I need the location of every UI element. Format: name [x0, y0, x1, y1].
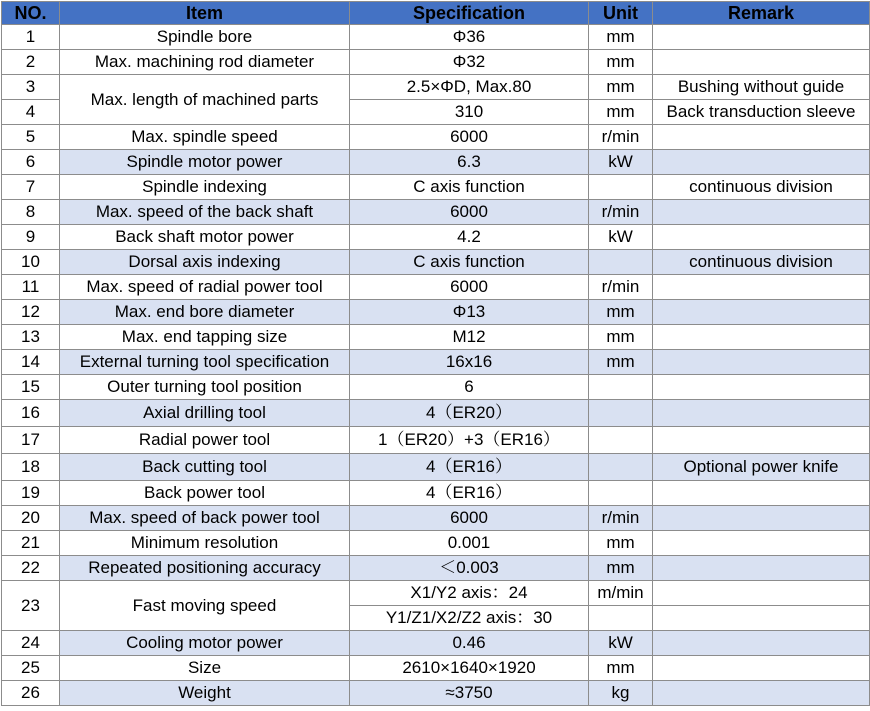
row-no: 19 [2, 481, 60, 506]
row-item: Max. speed of the back shaft [60, 200, 350, 225]
row-unit: r/min [589, 200, 653, 225]
table-row [2, 581, 870, 606]
row-item: Radial power tool [60, 427, 350, 454]
table-row [2, 225, 870, 250]
row-no: 26 [2, 681, 60, 706]
table-row [2, 275, 870, 300]
row-no: 7 [2, 175, 60, 200]
row-no: 14 [2, 350, 60, 375]
row-unit [589, 400, 653, 427]
row-spec: Φ36 [350, 25, 589, 50]
header-specification: Specification [350, 2, 589, 25]
table-row [2, 506, 870, 531]
row-unit: kg [589, 681, 653, 706]
header-no: NO. [2, 2, 60, 25]
row-no: 9 [2, 225, 60, 250]
row-unit: mm [589, 350, 653, 375]
row-item: Spindle bore [60, 25, 350, 50]
row-remark: continuous division [653, 250, 870, 275]
row-spec: 0.001 [350, 531, 589, 556]
row-no: 22 [2, 556, 60, 581]
row-spec: C axis function [350, 175, 589, 200]
row-unit: mm [589, 556, 653, 581]
row-remark [653, 125, 870, 150]
row-spec: ＜0.003 [350, 556, 589, 581]
table-row [2, 375, 870, 400]
row-spec: 6000 [350, 275, 589, 300]
row-item: Spindle indexing [60, 175, 350, 200]
table-row [2, 325, 870, 350]
row-no: 25 [2, 656, 60, 681]
row-remark [653, 325, 870, 350]
row-no: 16 [2, 400, 60, 427]
row-unit: r/min [589, 506, 653, 531]
row-spec: 6000 [350, 506, 589, 531]
row-spec: 2.5×ΦD, Max.80 [350, 75, 589, 100]
row-no: 2 [2, 50, 60, 75]
row-no: 10 [2, 250, 60, 275]
table-row [2, 427, 870, 454]
table-row [2, 556, 870, 581]
row-item: Max. spindle speed [60, 125, 350, 150]
table-row [2, 25, 870, 50]
row-no: 5 [2, 125, 60, 150]
row-spec: 4.2 [350, 225, 589, 250]
row-unit: mm [589, 25, 653, 50]
header-item: Item [60, 2, 350, 25]
row-spec: 4（ER16） [350, 454, 589, 481]
row-no: 21 [2, 531, 60, 556]
row-remark [653, 656, 870, 681]
row-spec: X1/Y2 axis：24 [350, 581, 589, 606]
row-spec: 1（ER20）+3（ER16） [350, 427, 589, 454]
row-unit [589, 250, 653, 275]
header-row [2, 2, 870, 25]
row-item: Axial drilling tool [60, 400, 350, 427]
table-row [2, 200, 870, 225]
row-remark [653, 556, 870, 581]
row-remark [653, 50, 870, 75]
row-item: Dorsal axis indexing [60, 250, 350, 275]
row-no: 15 [2, 375, 60, 400]
row-item: Back cutting tool [60, 454, 350, 481]
row-item: Repeated positioning accuracy [60, 556, 350, 581]
table-row [2, 531, 870, 556]
row-item: Minimum resolution [60, 531, 350, 556]
row-remark [653, 631, 870, 656]
table-row [2, 50, 870, 75]
row-remark [653, 506, 870, 531]
table-row [2, 631, 870, 656]
table-row [2, 300, 870, 325]
row-no: 17 [2, 427, 60, 454]
row-no: 1 [2, 25, 60, 50]
row-remark [653, 375, 870, 400]
row-no: 3 [2, 75, 60, 100]
row-item: Cooling motor power [60, 631, 350, 656]
row-unit: r/min [589, 125, 653, 150]
table-row [2, 681, 870, 706]
row-spec: 310 [350, 100, 589, 125]
row-item: Max. end bore diameter [60, 300, 350, 325]
row-remark [653, 400, 870, 427]
row-remark [653, 531, 870, 556]
row-unit: mm [589, 100, 653, 125]
table-row [2, 481, 870, 506]
row-remark [653, 681, 870, 706]
row-no: 24 [2, 631, 60, 656]
row-remark [653, 300, 870, 325]
table-row [2, 75, 870, 100]
row-unit [589, 375, 653, 400]
row-item: Spindle motor power [60, 150, 350, 175]
row-no: 18 [2, 454, 60, 481]
row-no: 13 [2, 325, 60, 350]
row-unit: mm [589, 325, 653, 350]
table-row [2, 250, 870, 275]
row-unit: mm [589, 75, 653, 100]
row-unit: mm [589, 531, 653, 556]
row-remark: Optional power knife [653, 454, 870, 481]
row-remark [653, 481, 870, 506]
spec-table [1, 1, 870, 706]
row-remark [653, 427, 870, 454]
row-unit: mm [589, 656, 653, 681]
row-remark: Bushing without guide [653, 75, 870, 100]
row-item: Outer turning tool position [60, 375, 350, 400]
row-spec: 16x16 [350, 350, 589, 375]
header-remark: Remark [653, 2, 870, 25]
row-unit [589, 175, 653, 200]
row-unit [589, 606, 653, 631]
row-spec: 4（ER16） [350, 481, 589, 506]
row-item: External turning tool specification [60, 350, 350, 375]
row-item: Weight [60, 681, 350, 706]
row-remark: Back transduction sleeve [653, 100, 870, 125]
row-unit: kW [589, 150, 653, 175]
row-spec: 6000 [350, 125, 589, 150]
row-spec: Φ32 [350, 50, 589, 75]
table-row [2, 454, 870, 481]
row-no: 11 [2, 275, 60, 300]
row-no: 20 [2, 506, 60, 531]
row-no: 12 [2, 300, 60, 325]
row-no: 8 [2, 200, 60, 225]
row-remark: continuous division [653, 175, 870, 200]
row-unit: m/min [589, 581, 653, 606]
row-spec: M12 [350, 325, 589, 350]
row-no: 4 [2, 100, 60, 125]
row-unit: mm [589, 50, 653, 75]
row-remark [653, 25, 870, 50]
row-unit [589, 454, 653, 481]
row-remark [653, 150, 870, 175]
table-row [2, 350, 870, 375]
row-unit: kW [589, 631, 653, 656]
row-spec: Φ13 [350, 300, 589, 325]
row-spec: 0.46 [350, 631, 589, 656]
row-item: Size [60, 656, 350, 681]
row-no: 6 [2, 150, 60, 175]
table-row [2, 125, 870, 150]
row-item: Back power tool [60, 481, 350, 506]
row-unit [589, 481, 653, 506]
row-item: Max. machining rod diameter [60, 50, 350, 75]
row-remark [653, 606, 870, 631]
row-item: Fast moving speed [60, 581, 350, 631]
header-unit: Unit [589, 2, 653, 25]
row-item: Max. end tapping size [60, 325, 350, 350]
row-unit: kW [589, 225, 653, 250]
row-unit [589, 427, 653, 454]
row-spec: 2610×1640×1920 [350, 656, 589, 681]
row-unit: r/min [589, 275, 653, 300]
row-spec: 6 [350, 375, 589, 400]
row-spec: ≈3750 [350, 681, 589, 706]
row-remark [653, 581, 870, 606]
row-item: Max. speed of back power tool [60, 506, 350, 531]
row-no: 23 [2, 581, 60, 631]
row-unit: mm [589, 300, 653, 325]
row-item: Back shaft motor power [60, 225, 350, 250]
table-row [2, 150, 870, 175]
row-spec: C axis function [350, 250, 589, 275]
table-row [2, 656, 870, 681]
row-item: Max. length of machined parts [60, 75, 350, 125]
table-row [2, 400, 870, 427]
row-spec: 4（ER20） [350, 400, 589, 427]
row-remark [653, 225, 870, 250]
row-remark [653, 275, 870, 300]
row-spec: 6.3 [350, 150, 589, 175]
row-spec: 6000 [350, 200, 589, 225]
row-item: Max. speed of radial power tool [60, 275, 350, 300]
row-remark [653, 350, 870, 375]
row-remark [653, 200, 870, 225]
row-spec: Y1/Z1/X2/Z2 axis：30 [350, 606, 589, 631]
table-row [2, 175, 870, 200]
